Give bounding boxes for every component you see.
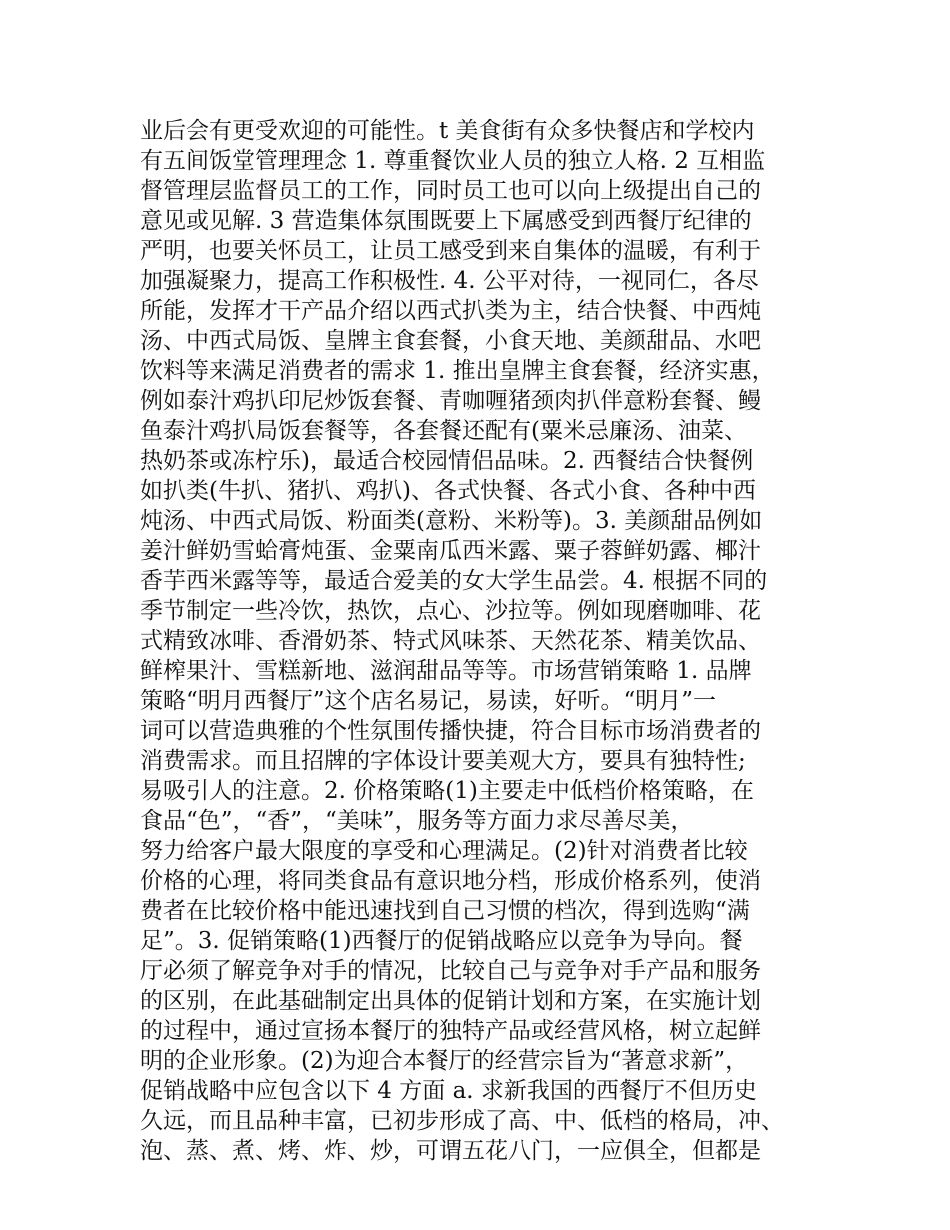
text-line-8: 汤、中西式局饭、皇牌主食套餐，小食天地、美颜甜品、水吧 — [140, 328, 761, 354]
text-line-16: 香芋西米露等等，最适合爱美的女大学生品尝。4. 根据不同的 — [140, 568, 768, 594]
text-line-28: 足”。3. 促销策略(1)西餐厅的促销战略应以竞争为导向。餐 — [140, 928, 743, 954]
text-line-32: 明的企业形象。(2)为迎合本餐厅的经营宗旨为“著意求新”， — [140, 1048, 749, 1074]
text-line-15: 姜汁鲜奶雪蛤膏炖蛋、金粟南瓜西米露、粟子蓉鲜奶露、椰汁 — [140, 538, 761, 564]
text-line-34: 久远，而且品种丰富，已初步形成了高、中、低档的格局，冲、 — [140, 1108, 784, 1134]
text-line-25: 努力给客户最大限度的享受和心理满足。(2)针对消费者比较 — [140, 838, 748, 864]
text-line-35: 泡、蒸、煮、烤、炸、炒，可谓五花八门，一应俱全，但都是 — [140, 1138, 761, 1164]
text-line-1: 业后会有更受欢迎的可能性。t 美食街有众多快餐店和学校内 — [140, 118, 755, 144]
text-line-19: 鲜榨果汁、雪糕新地、滋润甜品等等。市场营销策略 1. 品牌 — [140, 658, 752, 684]
text-line-12: 热奶茶或冻柠乐)，最适合校园情侣品味。2. 西餐结合快餐例 — [140, 448, 754, 474]
text-line-11: 鱼泰汁鸡扒局饭套餐等，各套餐还配有(粟米忌廉汤、油菜、 — [140, 418, 747, 444]
text-line-3: 督管理层监督员工的工作，同时员工也可以向上级提出自己的 — [140, 178, 761, 204]
text-line-24: 食品“色”，“香”，“美味”，服务等方面力求尽善尽美， — [140, 808, 694, 834]
text-line-31: 的过程中，通过宣扬本餐厅的独特产品或经营风格，树立起鲜 — [140, 1018, 761, 1044]
text-line-33: 促销战略中应包含以下 4 方面 a. 求新我国的西餐厅不但历史 — [140, 1078, 757, 1104]
text-line-2: 有五间饭堂管理理念 1. 尊重餐饮业人员的独立人格. 2 互相监 — [140, 148, 766, 174]
text-line-13: 如扒类(牛扒、猪扒、鸡扒)、各式快餐、各式小食、各种中西 — [140, 478, 756, 504]
text-line-7: 所能，发挥才干产品介绍以西式扒类为主，结合快餐、中西炖 — [140, 298, 761, 324]
text-line-27: 费者在比较价格中能迅速找到自己习惯的档次，得到选购“满 — [140, 898, 750, 924]
text-line-14: 炖汤、中西式局饭、粉面类(意粉、米粉等)。3. 美颜甜品例如 — [140, 508, 763, 534]
text-line-20: 策略“明月西餐厅”这个店名易记，易读，好听。“明月”一 — [140, 688, 717, 714]
text-line-5: 严明，也要关怀员工，让员工感受到来自集体的温暖，有利于 — [140, 238, 761, 264]
text-line-6: 加强凝聚力，提高工作积极性. 4. 公平对待，一视同仁，各尽 — [140, 268, 759, 294]
text-line-21: 词可以营造典雅的个性氛围传播快捷，符合目标市场消费者的 — [140, 718, 761, 744]
text-line-18: 式精致冰啡、香滑奶茶、特式风味茶、天然花茶、精美饮品、 — [140, 628, 761, 654]
body-text — [140, 116, 820, 1166]
text-line-26: 价格的心理，将同类食品有意识地分档，形成价格系列，使消 — [140, 868, 761, 894]
text-line-29: 厅必须了解竞争对手的情况，比较自己与竞争对手产品和服务 — [140, 958, 761, 984]
text-line-23: 易吸引人的注意。2. 价格策略(1)主要走中低档价格策略，在 — [140, 778, 754, 804]
text-line-10: 例如泰汁鸡扒印尼炒饭套餐、青咖喱猪颈肉扒伴意粉套餐、鳗 — [140, 388, 761, 414]
text-line-22: 消费需求。而且招牌的字体设计要美观大方，要具有独特性; — [140, 748, 746, 774]
text-line-17: 季节制定一些冷饮，热饮，点心、沙拉等。例如现磨咖啡、花 — [140, 598, 761, 624]
text-line-4: 意见或见解. 3 营造集体氛围既要上下属感受到西餐厅纪律的 — [140, 208, 752, 234]
text-line-9: 饮料等来满足消费者的需求 1. 推出皇牌主食套餐，经济实惠， — [140, 358, 775, 384]
text-line-30: 的区别，在此基础制定出具体的促销计划和方案，在实施计划 — [140, 988, 761, 1014]
